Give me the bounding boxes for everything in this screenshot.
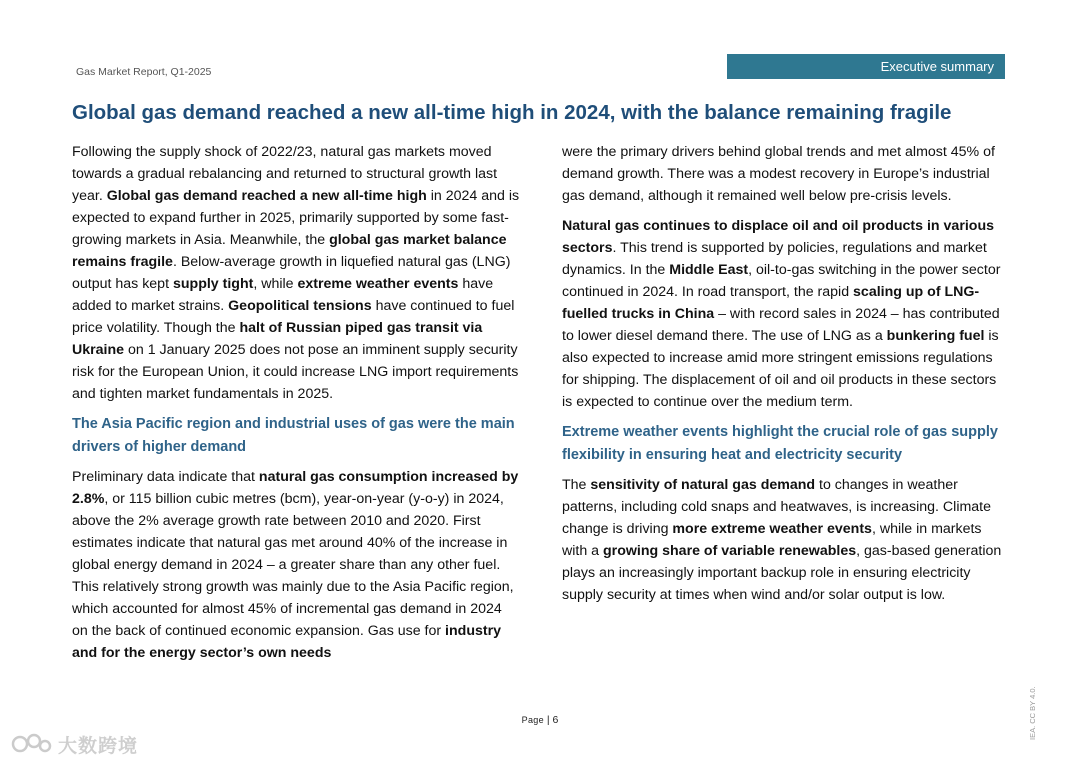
watermark-logo-icon [10,730,52,758]
subheading-extreme-weather: Extreme weather events highlight the crucial role of gas supply flexibility in ensuring heat and electricity security [562,424,998,463]
intro-paragraph: Following the supply shock of 2022/23, natural gas markets moved towards a gradual rebalancing and returned to structural growth last year. Global gas demand reached a new all-time high in 2024 and is expected to expand further in 2025, primarily supported by some fast-growing markets in Asia. Meanwhile, the global gas market balance remains fragile. Below-average growth in liquefied natural gas (LNG) output has kept supply tight, while extreme weather events have added to market strains. Geopolitical tensions have continued to fuel price volatility. Though the halt of Russian piped gas transit via Ukraine on 1 January 2025 does not pose an imminent supply security risk for the European Union, it could increase LNG import requirements and tighten market fundamentals in 2025. [72,144,520,402]
right-column [562,141,1010,606]
watermark-text: 大数跨境 [58,735,139,757]
page-title: Global gas demand reached a new all-time high in 2024, with the balance remaining fragile [72,101,952,124]
subheading-asia-pacific: The Asia Pacific region and industrial uses of gas were the main drivers of higher demand [72,416,515,455]
report-label: Gas Market Report, Q1-2025 [76,66,212,78]
page-word: Page [521,715,544,725]
demand-paragraph: Preliminary data indicate that natural gas consumption increased by 2.8%, or 115 billion cubic metres (bcm), year-on-year (y-o-y) in 2024, above the 2% average growth rate between 2010 and 2020. First estimates indicate that natural gas met around 40% of the increase in global energy demand in 2024 – a greater share than any other fuel. This relatively strong growth was mainly due to the Asia Pacific region, which accounted for almost 45% of incremental gas demand in 2024 on the back of continued economic expansion. Gas use for industry and for the energy sector’s own needs [72,469,519,661]
continuation-paragraph: were the primary drivers behind global trends and met almost 45% of demand growth. There was a modest recovery in Europe’s industrial gas demand, although it remained well below pre-crisis levels. [562,144,995,204]
left-column [72,141,520,664]
displacement-paragraph: Natural gas continues to displace oil and oil products in various sectors. This trend is supported by policies, regulations and market dynamics. In the Middle East, oil-to-gas switching in the power sector continued in 2024. In road transport, the rapid scaling up of LNG-fuelled trucks in China – with record sales in 2024 – has contributed to lower diesel demand there. The use of LNG as a bunkering fuel is also expected to increase amid more stringent emissions regulations for shipping. The displacement of oil and oil products in these sectors is expected to continue over the medium term. [562,218,1001,410]
page-number [0,714,1080,726]
license-note: IEA. CC BY 4.0. [1028,686,1037,740]
weather-paragraph: The sensitivity of natural gas demand to changes in weather patterns, including cold snaps and heatwaves, is increasing. Climate change is driving more extreme weather events, while in markets with a growing share of variable renewables, gas-based generation plays an increasingly important backup role in ensuring electricity supply security at times when wind and/or solar output is low. [562,477,1002,603]
section-tag: Executive summary [727,54,1005,79]
page-number-value: | 6 [546,714,559,726]
watermark [10,730,138,758]
